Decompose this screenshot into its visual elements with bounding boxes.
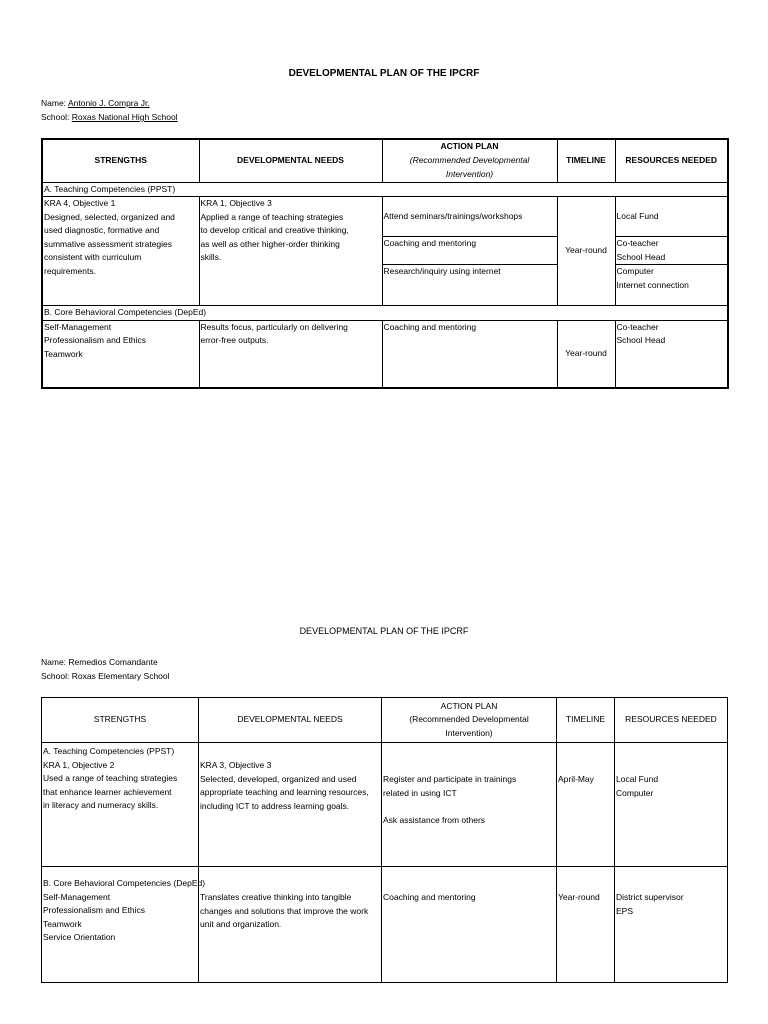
action-cell: Register and participate in trainings related in using ICT Ask assistance from others — [382, 743, 557, 867]
doc1-meta — [41, 96, 178, 124]
section-row — [42, 182, 728, 197]
doc1-plan-table — [41, 138, 729, 389]
strength-cell: Self-Management Professionalism and Ethics Teamwork — [42, 320, 199, 388]
resource-cell: Local Fund — [615, 197, 728, 237]
need-cell: Results focus, particularly on delivering error-free outputs. — [199, 320, 382, 388]
timeline-cell: April-May — [557, 743, 615, 867]
header-action-plan: ACTION PLAN (Recommended Developmental Intervention) — [382, 698, 557, 743]
action-cell: Coaching and mentoring — [382, 320, 557, 388]
resource-cell: Co-teacher School Head — [615, 320, 728, 388]
resource-cell: Computer Internet connection — [615, 265, 728, 306]
timeline-cell: Year-round — [557, 197, 615, 306]
strength-cell: A. Teaching Competencies (PPST) KRA 1, Objective 2 Used a range of teaching strategies that enhance learner achievement in literacy and numeracy skills. — [42, 743, 199, 867]
table-row — [42, 320, 728, 388]
name-label: Name: — [41, 98, 67, 108]
strength-cell: KRA 4, Objective 1 Designed, selected, organized and used diagnostic, formative and summative assessment strategies consistent with curriculum requirements. — [42, 197, 199, 306]
doc2-meta — [41, 655, 170, 683]
table-row — [42, 197, 728, 237]
action-cell: Research/inquiry using internet — [382, 265, 557, 306]
header-resources: RESOURCES NEEDED — [615, 139, 728, 182]
timeline-cell: Year-round — [557, 320, 615, 388]
table-row — [42, 743, 728, 867]
need-cell: Translates creative thinking into tangible changes and solutions that improve the work unit and organization. — [199, 867, 382, 983]
need-cell: KRA 1, Objective 3 Applied a range of teaching strategies to develop critical and creative thinking, as well as other higher-order thinking skills. — [199, 197, 382, 306]
resource-cell: Local Fund Computer — [615, 743, 728, 867]
name-value: Antonio J. Compra Jr. — [67, 98, 150, 108]
header-developmental-needs: DEVELOPMENTAL NEEDS — [199, 139, 382, 182]
header-timeline: TIMELINE — [557, 698, 615, 743]
section-a-label: A. Teaching Competencies (PPST) — [42, 182, 728, 197]
resource-cell: District supervisor EPS — [615, 867, 728, 983]
timeline-cell: Year-round — [557, 867, 615, 983]
header-strengths: STRENGTHS — [42, 139, 199, 182]
action-cell: Coaching and mentoring — [382, 867, 557, 983]
strength-cell: B. Core Behavioral Competencies (DepEd) Self-Management Professionalism and Ethics Teamwork Service Orientation — [42, 867, 199, 983]
doc2-name-line: Name: Remedios Comandante — [41, 657, 158, 667]
table-header-row — [42, 698, 728, 743]
school-value: Roxas National High School — [71, 112, 178, 122]
section-row — [42, 306, 728, 321]
doc2-school-line: School: Roxas Elementary School — [41, 671, 170, 681]
header-action-plan: ACTION PLAN (Recommended Developmental Intervention) — [382, 139, 557, 182]
school-label: School: — [41, 112, 70, 122]
need-cell: KRA 3, Objective 3 Selected, developed, organized and used appropriate teaching and learning resources, including ICT to address learning goals. — [199, 743, 382, 867]
header-developmental-needs: DEVELOPMENTAL NEEDS — [199, 698, 382, 743]
doc2-title: DEVELOPMENTAL PLAN OF THE IPCRF — [299, 626, 469, 636]
doc2-plan-table — [41, 697, 728, 983]
resource-cell: Co-teacher School Head — [615, 237, 728, 265]
table-row — [42, 867, 728, 983]
doc1-title: DEVELOPMENTAL PLAN OF THE IPCRF — [288, 68, 480, 79]
header-strengths: STRENGTHS — [42, 698, 199, 743]
header-resources: RESOURCES NEEDED — [615, 698, 728, 743]
table-header-row — [42, 139, 728, 182]
section-b-label: B. Core Behavioral Competencies (DepEd) — [42, 306, 728, 321]
header-timeline: TIMELINE — [557, 139, 615, 182]
action-cell: Coaching and mentoring — [382, 237, 557, 265]
action-cell: Attend seminars/trainings/workshops — [382, 197, 557, 237]
